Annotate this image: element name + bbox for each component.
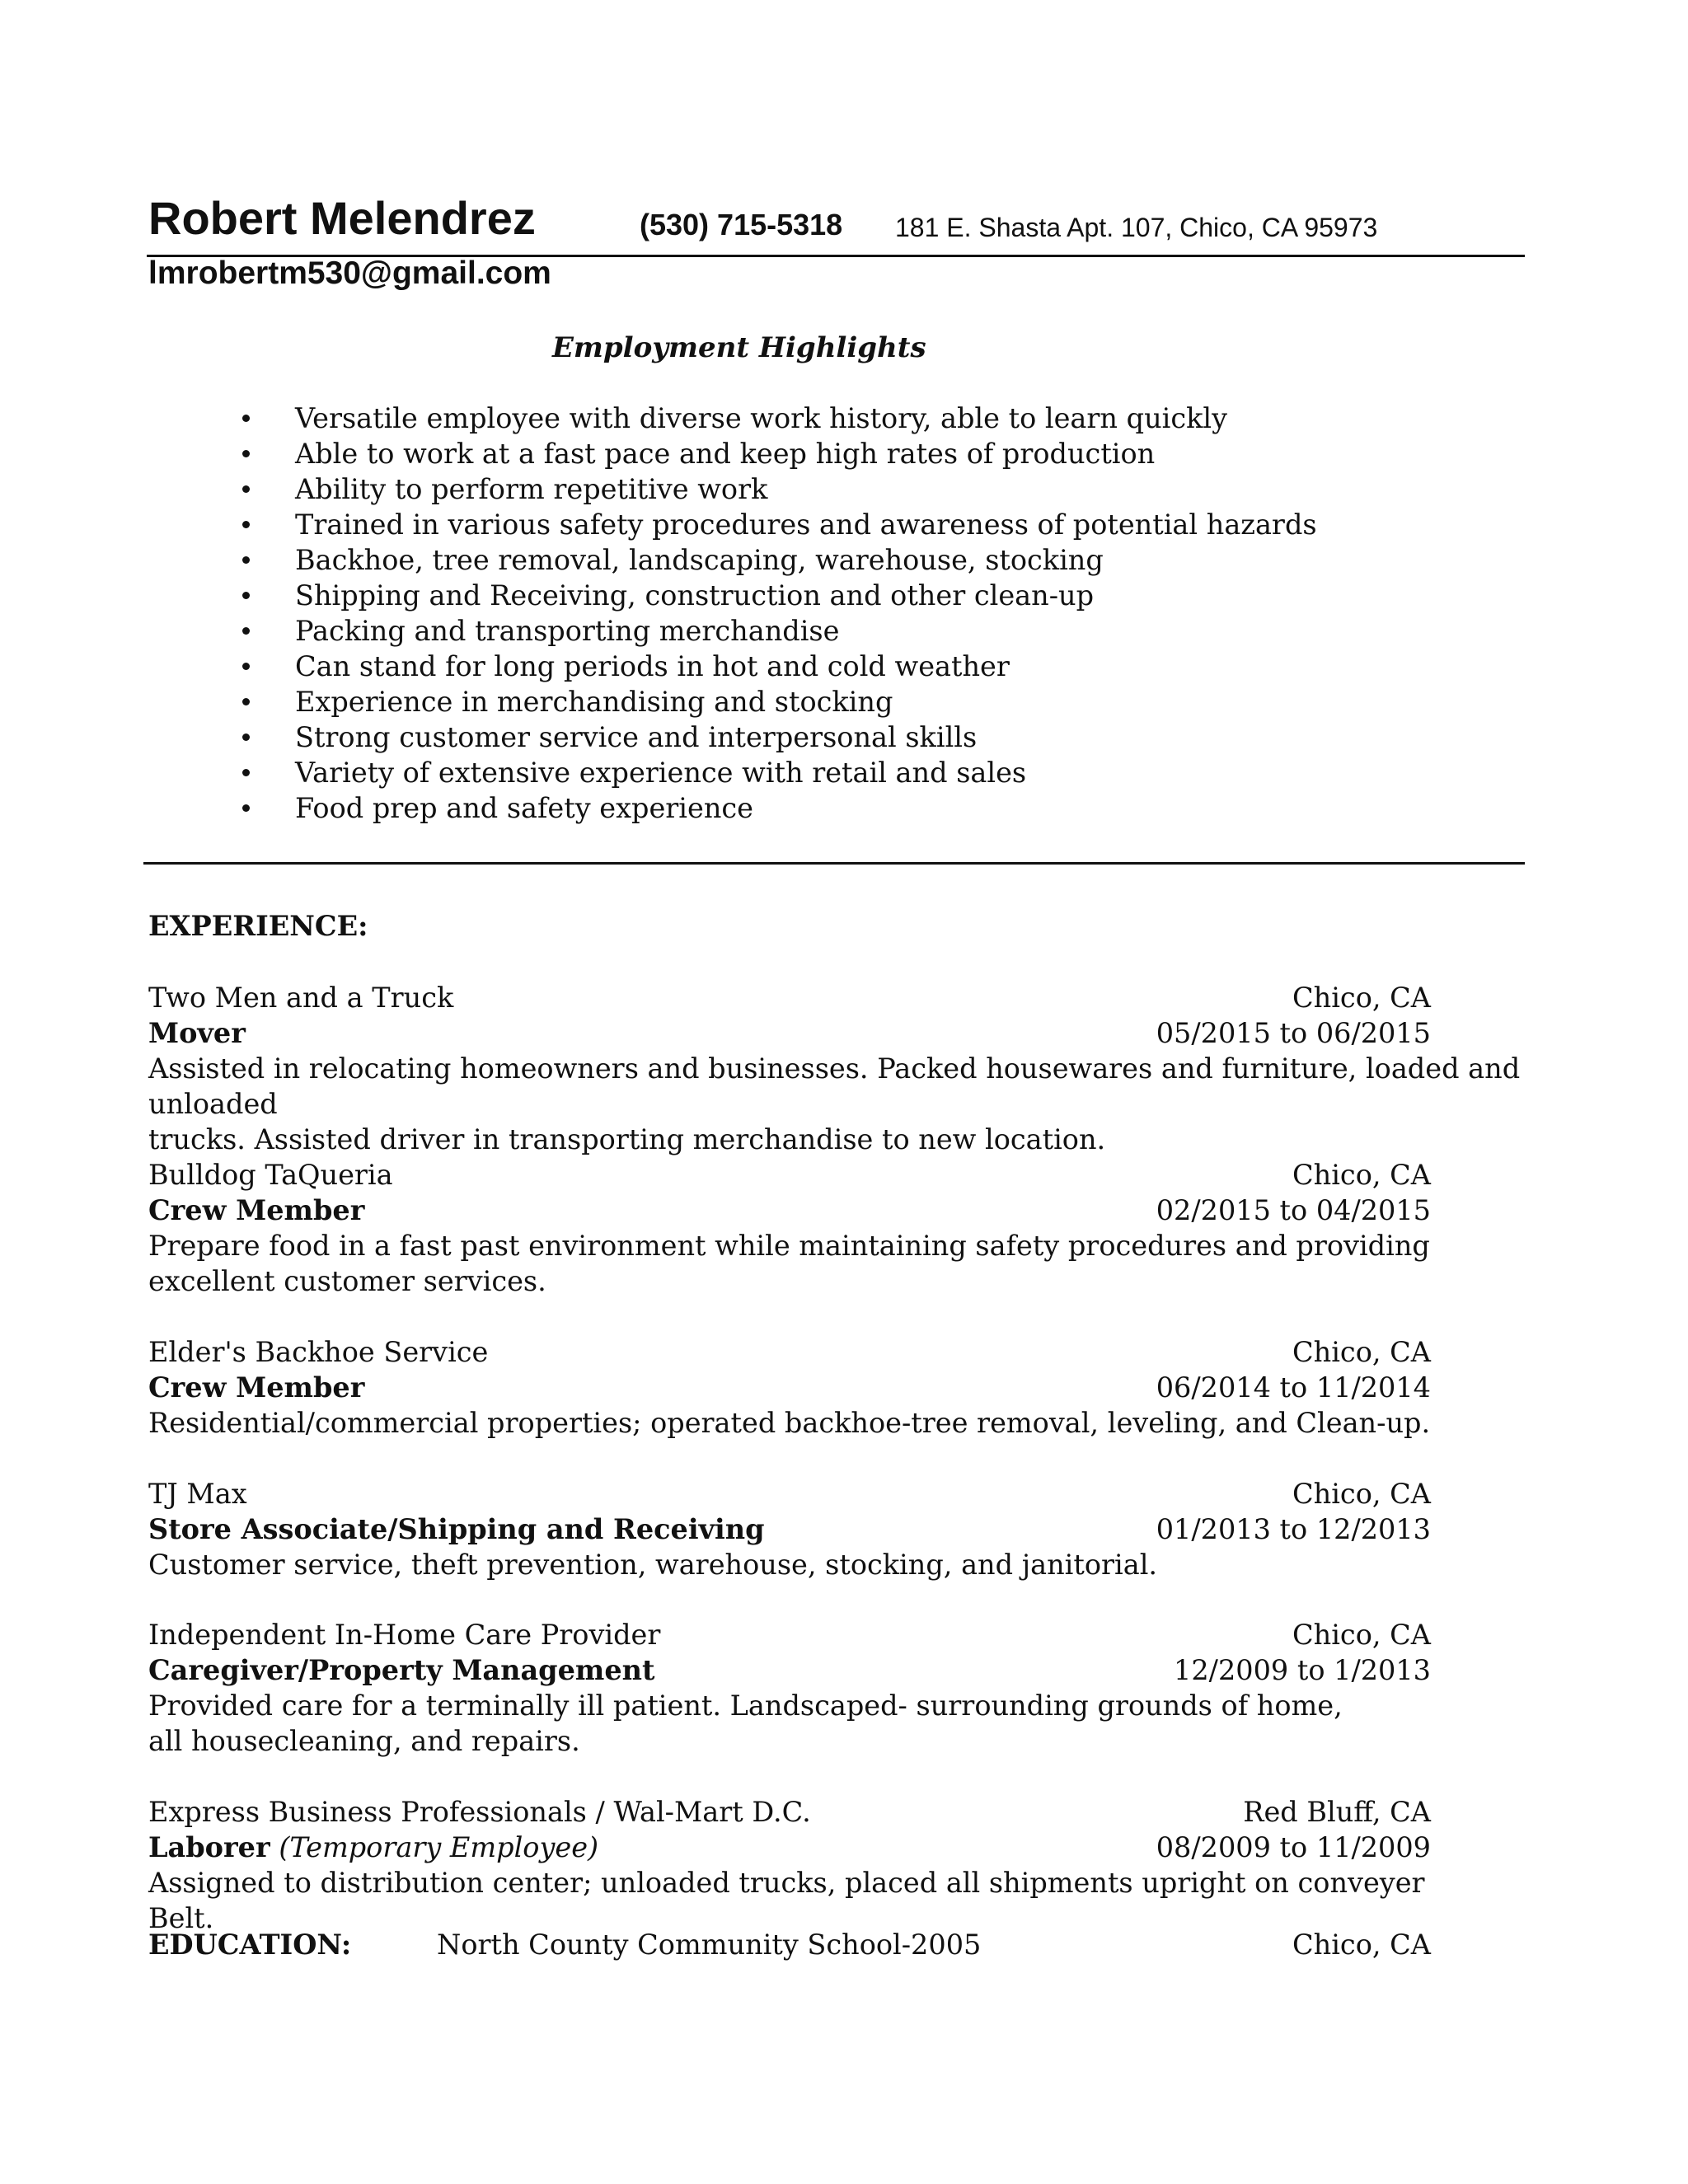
bullet-icon [242,556,250,564]
highlight-text: Experience in merchandising and stocking [295,686,893,718]
job-title-note: (Temporary Employee) [279,1831,599,1863]
highlight-item [242,649,1317,684]
job-title: Mover [148,1017,246,1049]
job-entry [148,1794,1431,1936]
highlight-text: Shipping and Receiving, construction and other clean-up [295,579,1095,612]
job-dates: 12/2009 to 1/2013 [1174,1654,1431,1686]
bullet-icon [242,592,250,599]
job-title: Laborer [148,1831,270,1863]
bullet-icon [242,415,250,422]
bullet-icon [242,733,250,741]
job-description: Residential/commercial properties; operated backhoe-tree removal, leveling, and Clean-up. [148,1407,1431,1439]
applicant-name: Robert Melendrez [148,192,536,244]
job-entry [148,1334,1431,1441]
highlight-item [242,719,1317,755]
job-dates: 05/2015 to 06/2015 [1156,1017,1431,1049]
highlight-item [242,755,1317,790]
job-entry [148,1476,1431,1582]
highlight-text: Backhoe, tree removal, landscaping, warehouse, stocking [295,544,1104,576]
job-description: Assisted in relocating homeowners and businesses. Packed housewares and furniture, loaded and unloaded trucks. Assisted driver in transporting merchandise to new location. [148,1052,1521,1155]
bullet-icon [242,521,250,528]
job-dates: 01/2013 to 12/2013 [1156,1513,1431,1545]
email-address: lmrobertm530@gmail.com [148,255,551,291]
highlight-text: Ability to perform repetitive work [295,473,768,505]
education-location: Chico, CA [1292,1929,1431,1961]
highlight-item [242,684,1317,719]
highlight-item [242,401,1317,436]
highlights-list [242,401,1317,826]
education-heading: EDUCATION: [148,1929,352,1961]
highlight-item [242,471,1317,507]
job-employer: TJ Max [148,1478,247,1510]
job-location: Chico, CA [1292,1336,1431,1368]
phone-number: (530) 715-5318 [640,208,843,241]
highlight-text: Packing and transporting merchandise [295,615,840,647]
education-school: North County Community School-2005 [437,1929,982,1961]
bullet-icon [242,450,250,457]
bullet-icon [242,698,250,705]
bullet-icon [242,485,250,493]
highlight-text: Food prep and safety experience [295,792,753,824]
highlight-item [242,578,1317,613]
highlight-item [242,613,1317,649]
section-divider [143,862,1525,865]
job-description: Assigned to distribution center; unloaded trucks, placed all shipments upright on conveyer Belt. [148,1867,1425,1934]
job-description: Customer service, theft prevention, warehouse, stocking, and janitorial. [148,1549,1158,1581]
job-title: Crew Member [148,1371,365,1404]
bullet-icon [242,769,250,776]
job-description: Prepare food in a fast past environment while maintaining safety procedures and providing excellent customer services. [148,1230,1430,1297]
job-dates: 08/2009 to 11/2009 [1156,1831,1431,1863]
job-employer: Independent In-Home Care Provider [148,1619,661,1651]
highlight-text: Able to work at a fast pace and keep high rates of production [295,438,1156,470]
job-location: Chico, CA [1292,1478,1431,1510]
job-employer: Elder's Backhoe Service [148,1336,489,1368]
job-description: Provided care for a terminally ill patient. Landscaped- surrounding grounds of home, all housecleaning, and repairs. [148,1690,1343,1757]
highlight-item [242,542,1317,578]
highlight-item [242,790,1317,826]
highlight-item [242,507,1317,542]
job-title: Store Associate/Shipping and Receiving [148,1513,765,1545]
highlight-text: Can stand for long periods in hot and cold weather [295,650,1010,682]
highlight-text: Variety of extensive experience with retail and sales [295,757,1027,789]
job-dates: 02/2015 to 04/2015 [1156,1194,1431,1226]
highlights-title: Employment Highlights [552,331,926,364]
job-entry [148,980,1521,1157]
bullet-icon [242,663,250,670]
job-location: Chico, CA [1292,982,1431,1014]
job-location: Chico, CA [1292,1159,1431,1191]
job-location: Chico, CA [1292,1619,1431,1651]
job-entry [148,1157,1431,1299]
highlight-item [242,436,1317,471]
bullet-icon [242,627,250,635]
street-address: 181 E. Shasta Apt. 107, Chico, CA 95973 [895,213,1378,242]
highlight-text: Strong customer service and interpersonal skills [295,721,978,753]
job-location: Red Bluff, CA [1243,1796,1431,1828]
job-dates: 06/2014 to 11/2014 [1156,1371,1431,1404]
job-entry [148,1617,1431,1759]
job-employer: Express Business Professionals / Wal-Mart D.C. [148,1796,811,1828]
job-title: Crew Member [148,1194,365,1226]
highlight-text: Trained in various safety procedures and awareness of potential hazards [295,509,1317,541]
bullet-icon [242,804,250,812]
highlight-text: Versatile employee with diverse work history, able to learn quickly [295,402,1228,434]
job-employer: Bulldog TaQueria [148,1159,393,1191]
job-employer: Two Men and a Truck [148,982,454,1014]
experience-heading: EXPERIENCE: [148,910,368,942]
job-title: Caregiver/Property Management [148,1654,655,1686]
